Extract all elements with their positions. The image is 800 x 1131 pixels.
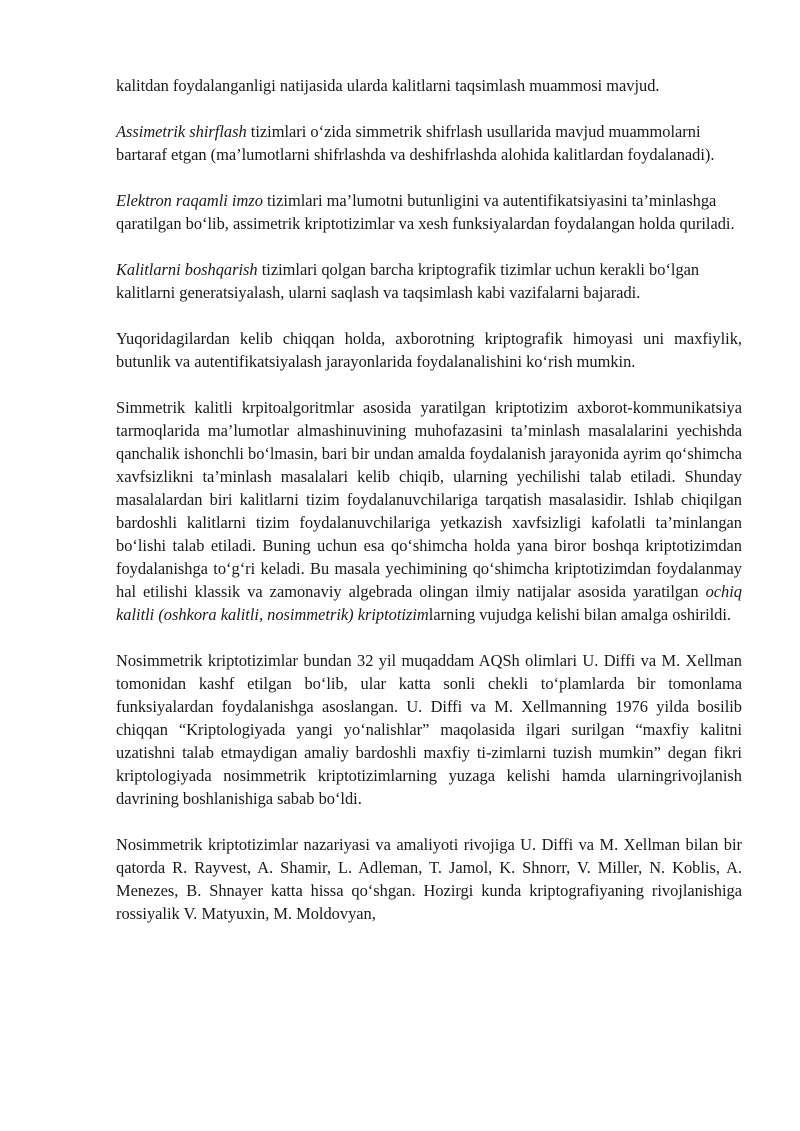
paragraph-text: kalitdan foydalanganligi natijasida ularda kalitlarni taqsimlash muammosi mavjud. [116,76,660,95]
paragraph-text: tizimlari ma’lumotni butunligini va autentifikatsiyasini ta’minlashga qaratilgan bo‘lib, assimetrik kriptotizimlar va xesh funksiyalardan foydalangan holda quriladi. [116,191,735,233]
term-asymmetric-encryption: Assimetrik shirflash [116,122,247,141]
paragraph-text: larning vujudga kelishi bilan amalga oshirildi. [428,605,732,624]
paragraph-text: Nosimmetrik kriptotizimlar nazariyasi va amaliyoti rivojiga U. Diffi va M. Xellman bilan bir qatorda R. Rayvest, A. Shamir, L. Adleman, T. Jamol, K. Shnorr, V. Miller, N. Koblis, A. Menezes, B. Shnayer katta hissa qo‘shgan. Hozirgi kunda kriptografiyaning rivojlanishiga rossiyalik V. Matyuxin, M. Moldovyan, [116,835,742,923]
paragraph-text: Yuqoridagilardan kelib chiqqan holda, axborotning kriptografik himoyasi uni maxfiylik, butunlik va autentifikatsiyalash jarayonlarida foydalanalishini ko‘rish mumkin. [116,329,742,371]
paragraph-contributors [116,833,742,925]
paragraph-text: Nosimmetrik kriptotizimlar bundan 32 yil muqaddam AQSh olimlari U. Diffi va M. Xellman tomonidan kashf etilgan bo‘lib, ular katta sonli chekli to‘plamlarda bir tomonlama funksiyalardan foydalanishga asoslangan. U. Diffi va M. Xellmanning 1976 yilda bosilib chiqqan “Kriptologiyada yangi yo‘nalishlar” maqolasida ilgari surilgan “maxfiy kalitni uzatishni talab etmaydigan amaliy bardoshli maxfiy ti-zimlarni tuzish mumkin” degan fikri kriptologiyada nosimmetrik kriptotizimlarning yuzaga kelishi hamda ularningrivojlanish davrining boshlanishiga sabab bo‘ldi. [116,651,742,808]
term-public-key-cryptosystem: ochiq kalitli (oshkora kalitli, nosimmetrik) kriptotizim [116,582,742,624]
paragraph-diffie-hellman [116,649,742,810]
term-key-management: Kalitlarni boshqarish [116,260,258,279]
paragraph-asymmetric-encryption [116,120,742,166]
paragraph-key-management [116,258,742,304]
paragraph-key-distribution [116,74,742,97]
paragraph-summary [116,327,742,373]
document-page [116,74,742,948]
paragraph-text: tizimlari qolgan barcha kriptografik tizimlar uchun kerakli bo‘lgan kalitlarni generatsiyalash, ularni saqlash va taqsimlash kabi vazifalarni bajaradi. [116,260,700,302]
paragraph-text: tizimlari o‘zida simmetrik shifrlash usullarida mavjud muammolarni bartaraf etgan (ma’lumotlarni shifrlashda va deshifrlashda alohida kalitlardan foydalanadi). [116,122,715,164]
paragraph-symmetric-key-problem [116,396,742,626]
term-digital-signature: Elektron raqamli imzo [116,191,263,210]
paragraph-digital-signature [116,189,742,235]
paragraph-text: Simmetrik kalitli krpitoalgoritmlar asosida yaratilgan kriptotizim axborot-kommunikatsiya tarmoqlarida ma’lumotlar almashinuvining muhofazasini ta’minlash masalalarini yechishda qanchalik ishonchli bo‘lmasin, bari bir undan amalda foydalanish jarayonida ayrim qo‘shimcha xavfsizlikni ta’minlash masalalari kelib chiqib, ularning yechilishi talab etiladi. Shunday masalalardan biri kalitlarni tizim foydalanuvchilariga tarqatish masalasidir. Ishlab chiqilgan bardoshli kalitlarni tizim foydalanuvchilariga yetkazish xavfsizligi kafolatli ta’minlangan bo‘lishi talab etiladi. Buning uchun esa qo‘shimcha holda yana biror boshqa kriptotizimdan foydalanishga to‘g‘ri keladi. Bu masala yechimining qo‘shimcha kriptotizimdan foydalanmay hal etilishi klassik va zamonaviy algebrada olingan ilmiy natijalar asosida yaratilgan [116,398,742,601]
